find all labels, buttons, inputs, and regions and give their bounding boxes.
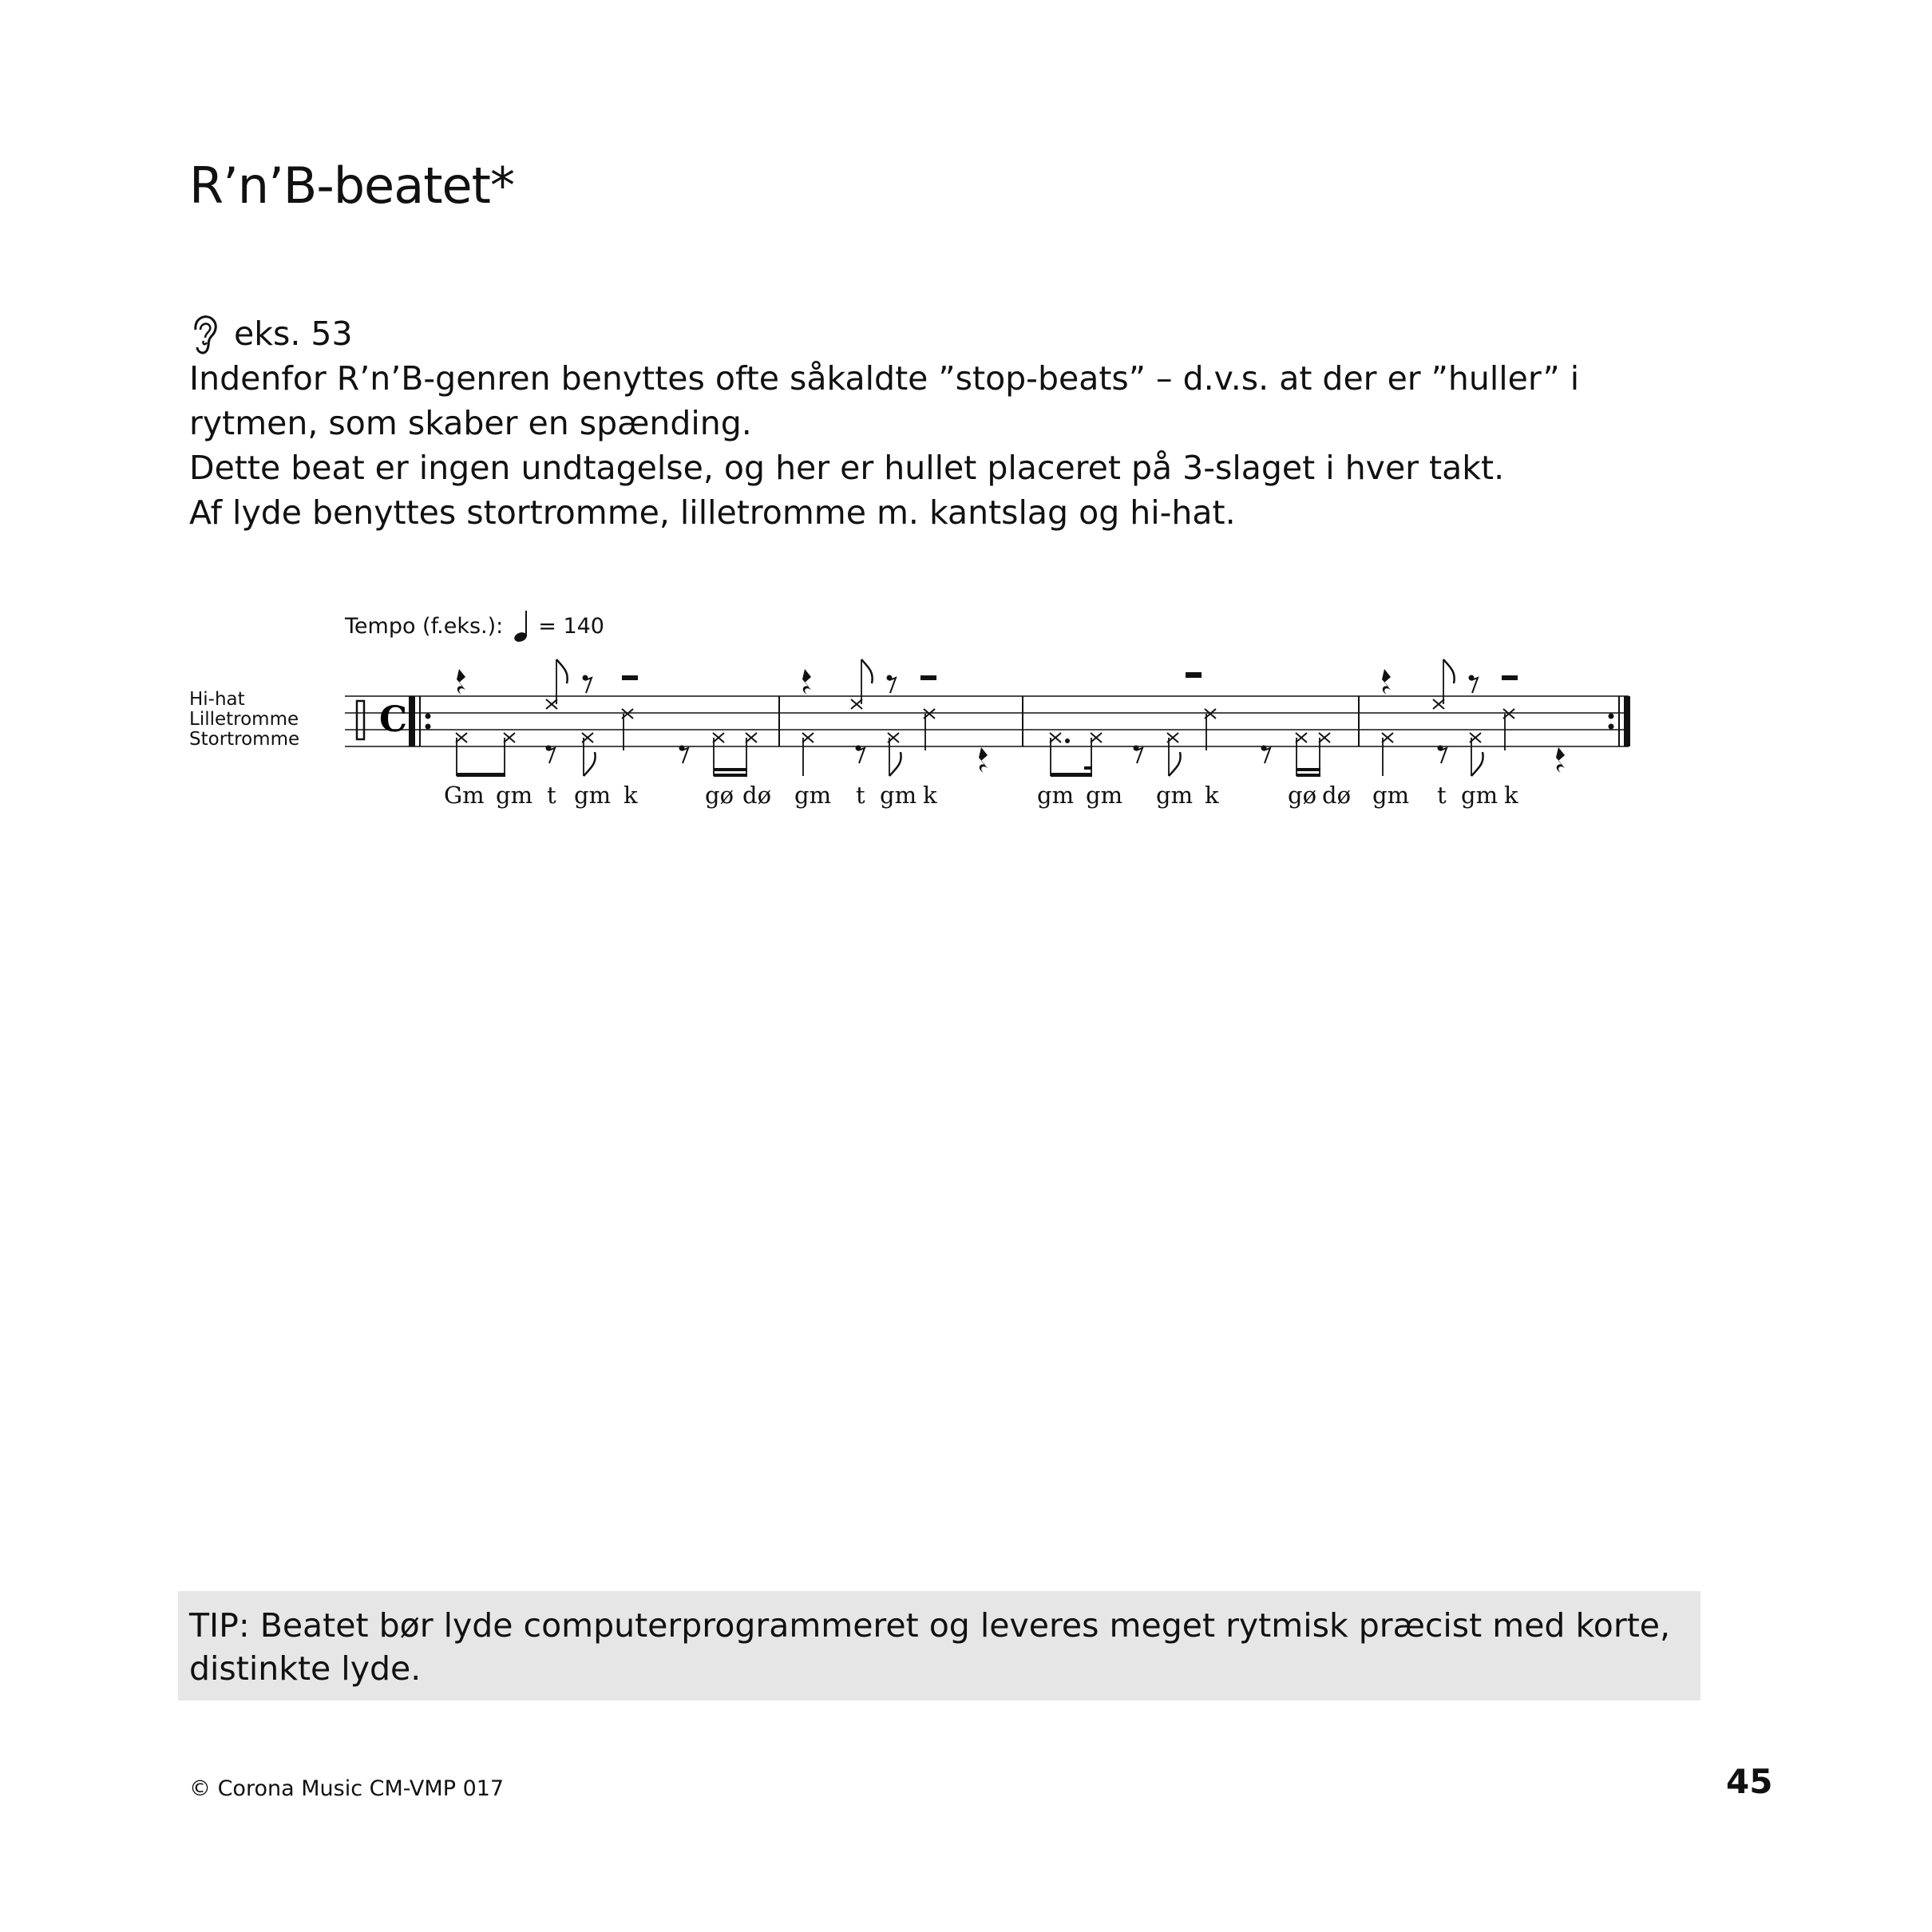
page-title: R’n’B-beatet*	[189, 156, 514, 215]
syllable: gm	[574, 782, 612, 809]
measure-2	[802, 659, 988, 776]
tempo-value: = 140	[538, 613, 604, 639]
syllable: gm	[1037, 782, 1075, 809]
syllable: gm	[1372, 782, 1410, 809]
syllable: gm	[1156, 782, 1194, 809]
copyright-footer: © Corona Music CM-VMP 017	[189, 1776, 505, 1801]
measure-3	[1050, 672, 1330, 777]
instrument-label-snare: Lilletromme	[189, 709, 299, 730]
repeat-start	[409, 696, 431, 746]
repeat-end	[1609, 696, 1631, 746]
syllable: t	[1437, 782, 1447, 809]
percussion-clef	[357, 701, 364, 739]
time-signature: C	[379, 699, 408, 740]
syllable: dø	[1322, 782, 1352, 809]
measure-4	[1382, 659, 1565, 776]
drum-notation	[0, 0, 1932, 838]
page-number: 45	[1726, 1762, 1773, 1801]
syllable: k	[1504, 782, 1518, 809]
measure-1	[456, 659, 757, 777]
example-label: eks. 53	[234, 315, 353, 353]
syllable: gm	[496, 782, 533, 809]
syllable: dø	[742, 782, 772, 809]
syllable: t	[856, 782, 865, 809]
syllable: gm	[1086, 782, 1123, 809]
paragraph: Indenfor R’n’B-genren benyttes ofte såkaldte ”stop-beats” – d.v.s. at der er ”huller” i rytmen, som skaber en spænding.	[189, 359, 1580, 442]
syllable: k	[624, 782, 638, 809]
syllable: t	[547, 782, 556, 809]
tempo-label: Tempo (f.eks.):	[345, 613, 504, 639]
instrument-label-bass: Stortromme	[189, 729, 300, 750]
syllable: k	[923, 782, 937, 809]
syllable: k	[1205, 782, 1219, 809]
syllable: gm	[1461, 782, 1498, 809]
syllable-line	[444, 782, 1518, 809]
syllable: Gm	[444, 782, 485, 809]
syllable: gø	[1288, 782, 1317, 809]
tip-text: TIP: Beatet bør lyde computerprogrammeret og leveres meget rytmisk præcist med korte, distinkte lyde.	[189, 1606, 1671, 1688]
instrument-label-hihat: Hi-hat	[189, 689, 245, 710]
syllable: gm	[880, 782, 917, 809]
paragraph: Dette beat er ingen undtagelse, og her er hullet placeret på 3-slaget i hver takt.	[189, 449, 1505, 487]
paragraph: Af lyde benyttes stortromme, lilletromme m. kantslag og hi-hat.	[189, 493, 1236, 532]
syllable: gm	[794, 782, 832, 809]
syllable: gø	[705, 782, 734, 809]
tip-box	[178, 1591, 1700, 1700]
